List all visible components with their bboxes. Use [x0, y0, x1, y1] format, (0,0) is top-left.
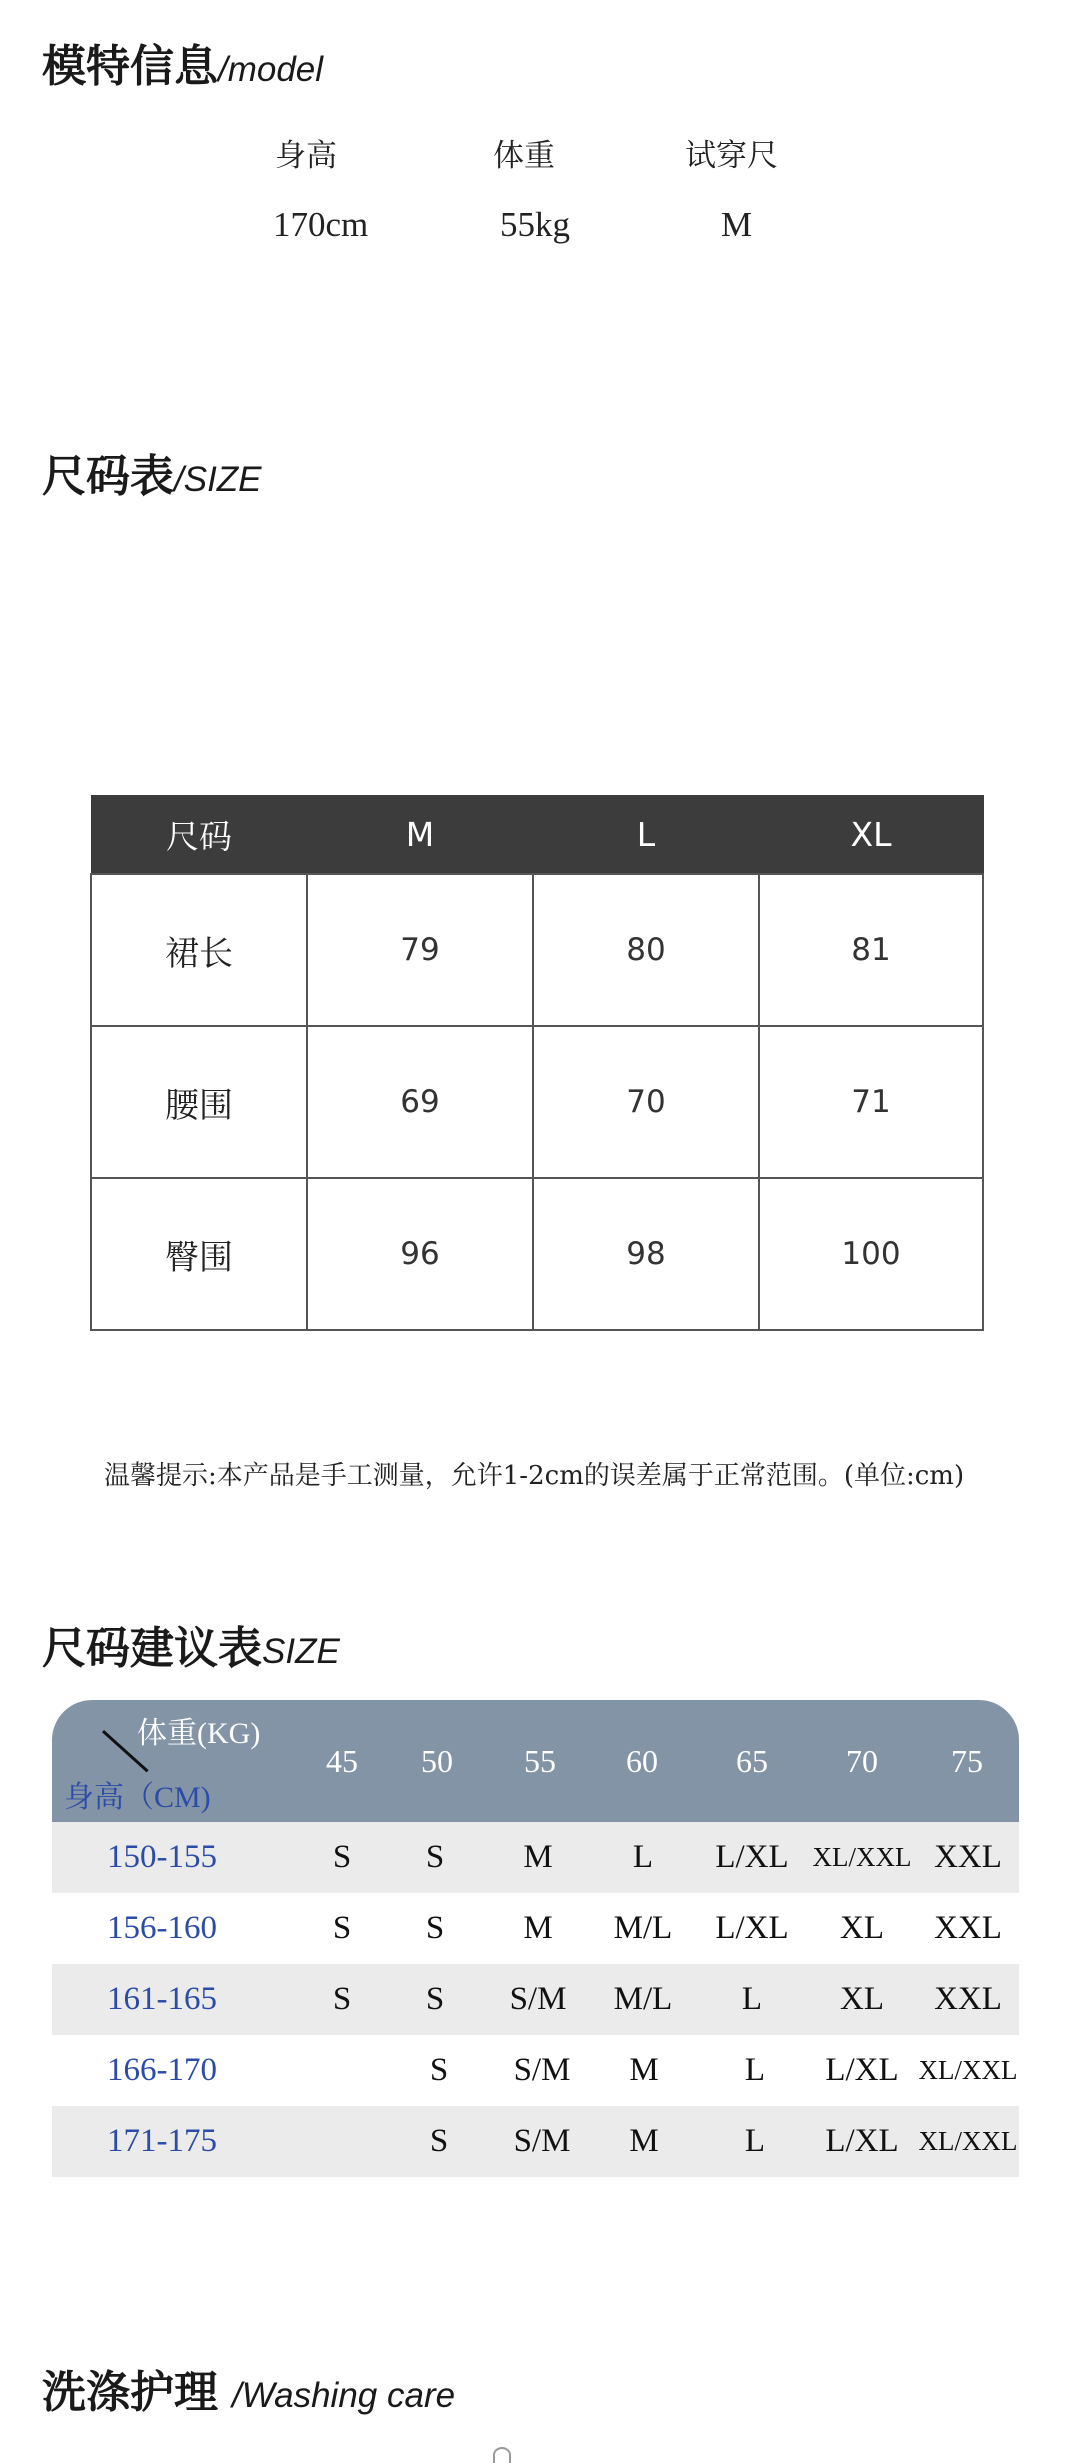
size-cell: L/XL: [715, 1839, 789, 1875]
size-cell: S/M: [509, 1981, 567, 2017]
care-title-zh: 洗涤护理: [42, 2367, 218, 2418]
size-cell: L: [744, 2052, 766, 2088]
size-header-xl: XL: [759, 796, 983, 875]
table-cell: 96: [307, 1178, 533, 1330]
size-title-en: /SIZE: [174, 460, 262, 499]
size-cell: S: [425, 1839, 445, 1875]
size-cell: XL: [840, 1910, 884, 1946]
size-cell: S: [429, 2052, 449, 2088]
weight-axis-label: 体重(KG): [137, 1717, 261, 1750]
care-section-title: [42, 2356, 455, 2420]
table-row: [91, 874, 983, 1026]
model-weight-value: 55kg: [500, 205, 570, 244]
size-cell: M/L: [613, 1910, 673, 1946]
table-row: [52, 1964, 1019, 2035]
size-table-header: [91, 796, 983, 875]
table-cell: 70: [533, 1026, 759, 1178]
size-cell: L/XL: [825, 2123, 899, 2159]
size-cell: XXL: [934, 1910, 1002, 1946]
table-cell: 100: [759, 1178, 983, 1330]
size-header-label: 尺码: [91, 796, 307, 875]
table-cell: 98: [533, 1178, 759, 1330]
size-cell: S: [332, 1981, 352, 2017]
table-cell: 69: [307, 1026, 533, 1178]
care-title-en: /Washing care: [232, 2376, 456, 2415]
size-cell: XL/XXL: [918, 2126, 1018, 2156]
row-label-hip: 臀围: [91, 1178, 307, 1330]
table-cell: 71: [759, 1026, 983, 1178]
height-range: 156-160: [107, 1910, 217, 1946]
weight-col-header: 55: [524, 1742, 556, 1779]
size-cell: S: [332, 1839, 352, 1875]
model-weight-label: 体重: [493, 138, 555, 174]
model-height-value: 170cm: [273, 205, 369, 244]
size-cell: S: [425, 1981, 445, 2017]
row-label-skirt-length: 裙长: [91, 874, 307, 1026]
table-cell: 81: [759, 874, 983, 1026]
model-height-label: 身高: [275, 138, 337, 174]
size-cell: S: [425, 1910, 445, 1946]
size-cell: [292, 2035, 392, 2106]
size-cell: [292, 2106, 392, 2177]
size-title-zh: 尺码表: [42, 451, 174, 502]
height-range: 171-175: [107, 2123, 217, 2159]
weight-col-header: 75: [951, 1742, 983, 1779]
size-cell: S/M: [513, 2123, 571, 2159]
table-row: [52, 2035, 1019, 2106]
size-cell: L: [741, 1981, 763, 2017]
recommend-title-en: SIZE: [262, 1632, 340, 1671]
model-size-label: 试穿尺: [685, 138, 778, 174]
recommend-section-title: [42, 1612, 340, 1676]
size-cell: S/M: [513, 2052, 571, 2088]
size-cell: M: [629, 2052, 659, 2088]
size-cell: L: [632, 1839, 654, 1875]
size-cell: S: [429, 2123, 449, 2159]
weight-col-header: 45: [326, 1742, 358, 1779]
size-cell: XL/XXL: [918, 2055, 1018, 2085]
model-title-en: /model: [218, 50, 324, 89]
size-header-m: M: [307, 796, 533, 875]
weight-col-header: 65: [736, 1742, 768, 1779]
height-range: 166-170: [107, 2052, 217, 2088]
weight-col-header: 50: [421, 1742, 453, 1779]
size-cell: M/L: [613, 1981, 673, 2017]
weight-col-header: 70: [846, 1742, 878, 1779]
size-cell: XL/XXL: [812, 1842, 912, 1872]
height-range: 150-155: [107, 1839, 217, 1875]
size-cell: XL: [840, 1981, 884, 2017]
size-cell: S: [332, 1910, 352, 1946]
size-cell: L: [744, 2123, 766, 2159]
model-section-title: [42, 30, 323, 94]
measurement-tip: 温馨提示:本产品是手工测量，允许1-2cm的误差属于正常范围。(单位:cm): [104, 1461, 965, 1491]
care-illustration-edge: [493, 2447, 511, 2463]
row-label-waist: 腰围: [91, 1026, 307, 1178]
table-row: [52, 1893, 1019, 1964]
size-cell: XXL: [934, 1981, 1002, 2017]
size-cell: M: [523, 1910, 553, 1946]
height-range: 161-165: [107, 1981, 217, 2017]
weight-col-header: 60: [626, 1742, 658, 1779]
recommend-title-zh: 尺码建议表: [42, 1623, 262, 1674]
size-cell: XXL: [934, 1839, 1002, 1875]
recommend-header: [52, 1700, 1019, 1822]
table-row: [91, 1026, 983, 1178]
table-cell: 79: [307, 874, 533, 1026]
table-row: [52, 2106, 1019, 2177]
size-cell: L/XL: [715, 1910, 789, 1946]
size-header-l: L: [533, 796, 759, 875]
model-size-value: M: [721, 205, 753, 244]
size-recommendation-table: [52, 1700, 1019, 2177]
size-cell: M: [523, 1839, 553, 1875]
size-table: [90, 795, 984, 1331]
size-section-title: [42, 440, 262, 504]
table-row: [52, 1822, 1019, 1893]
size-cell: L/XL: [825, 2052, 899, 2088]
size-cell: M: [629, 2123, 659, 2159]
table-cell: 80: [533, 874, 759, 1026]
model-title-zh: 模特信息: [42, 41, 218, 92]
table-row: [91, 1178, 983, 1330]
height-axis-label: 身高（CM): [64, 1781, 211, 1814]
